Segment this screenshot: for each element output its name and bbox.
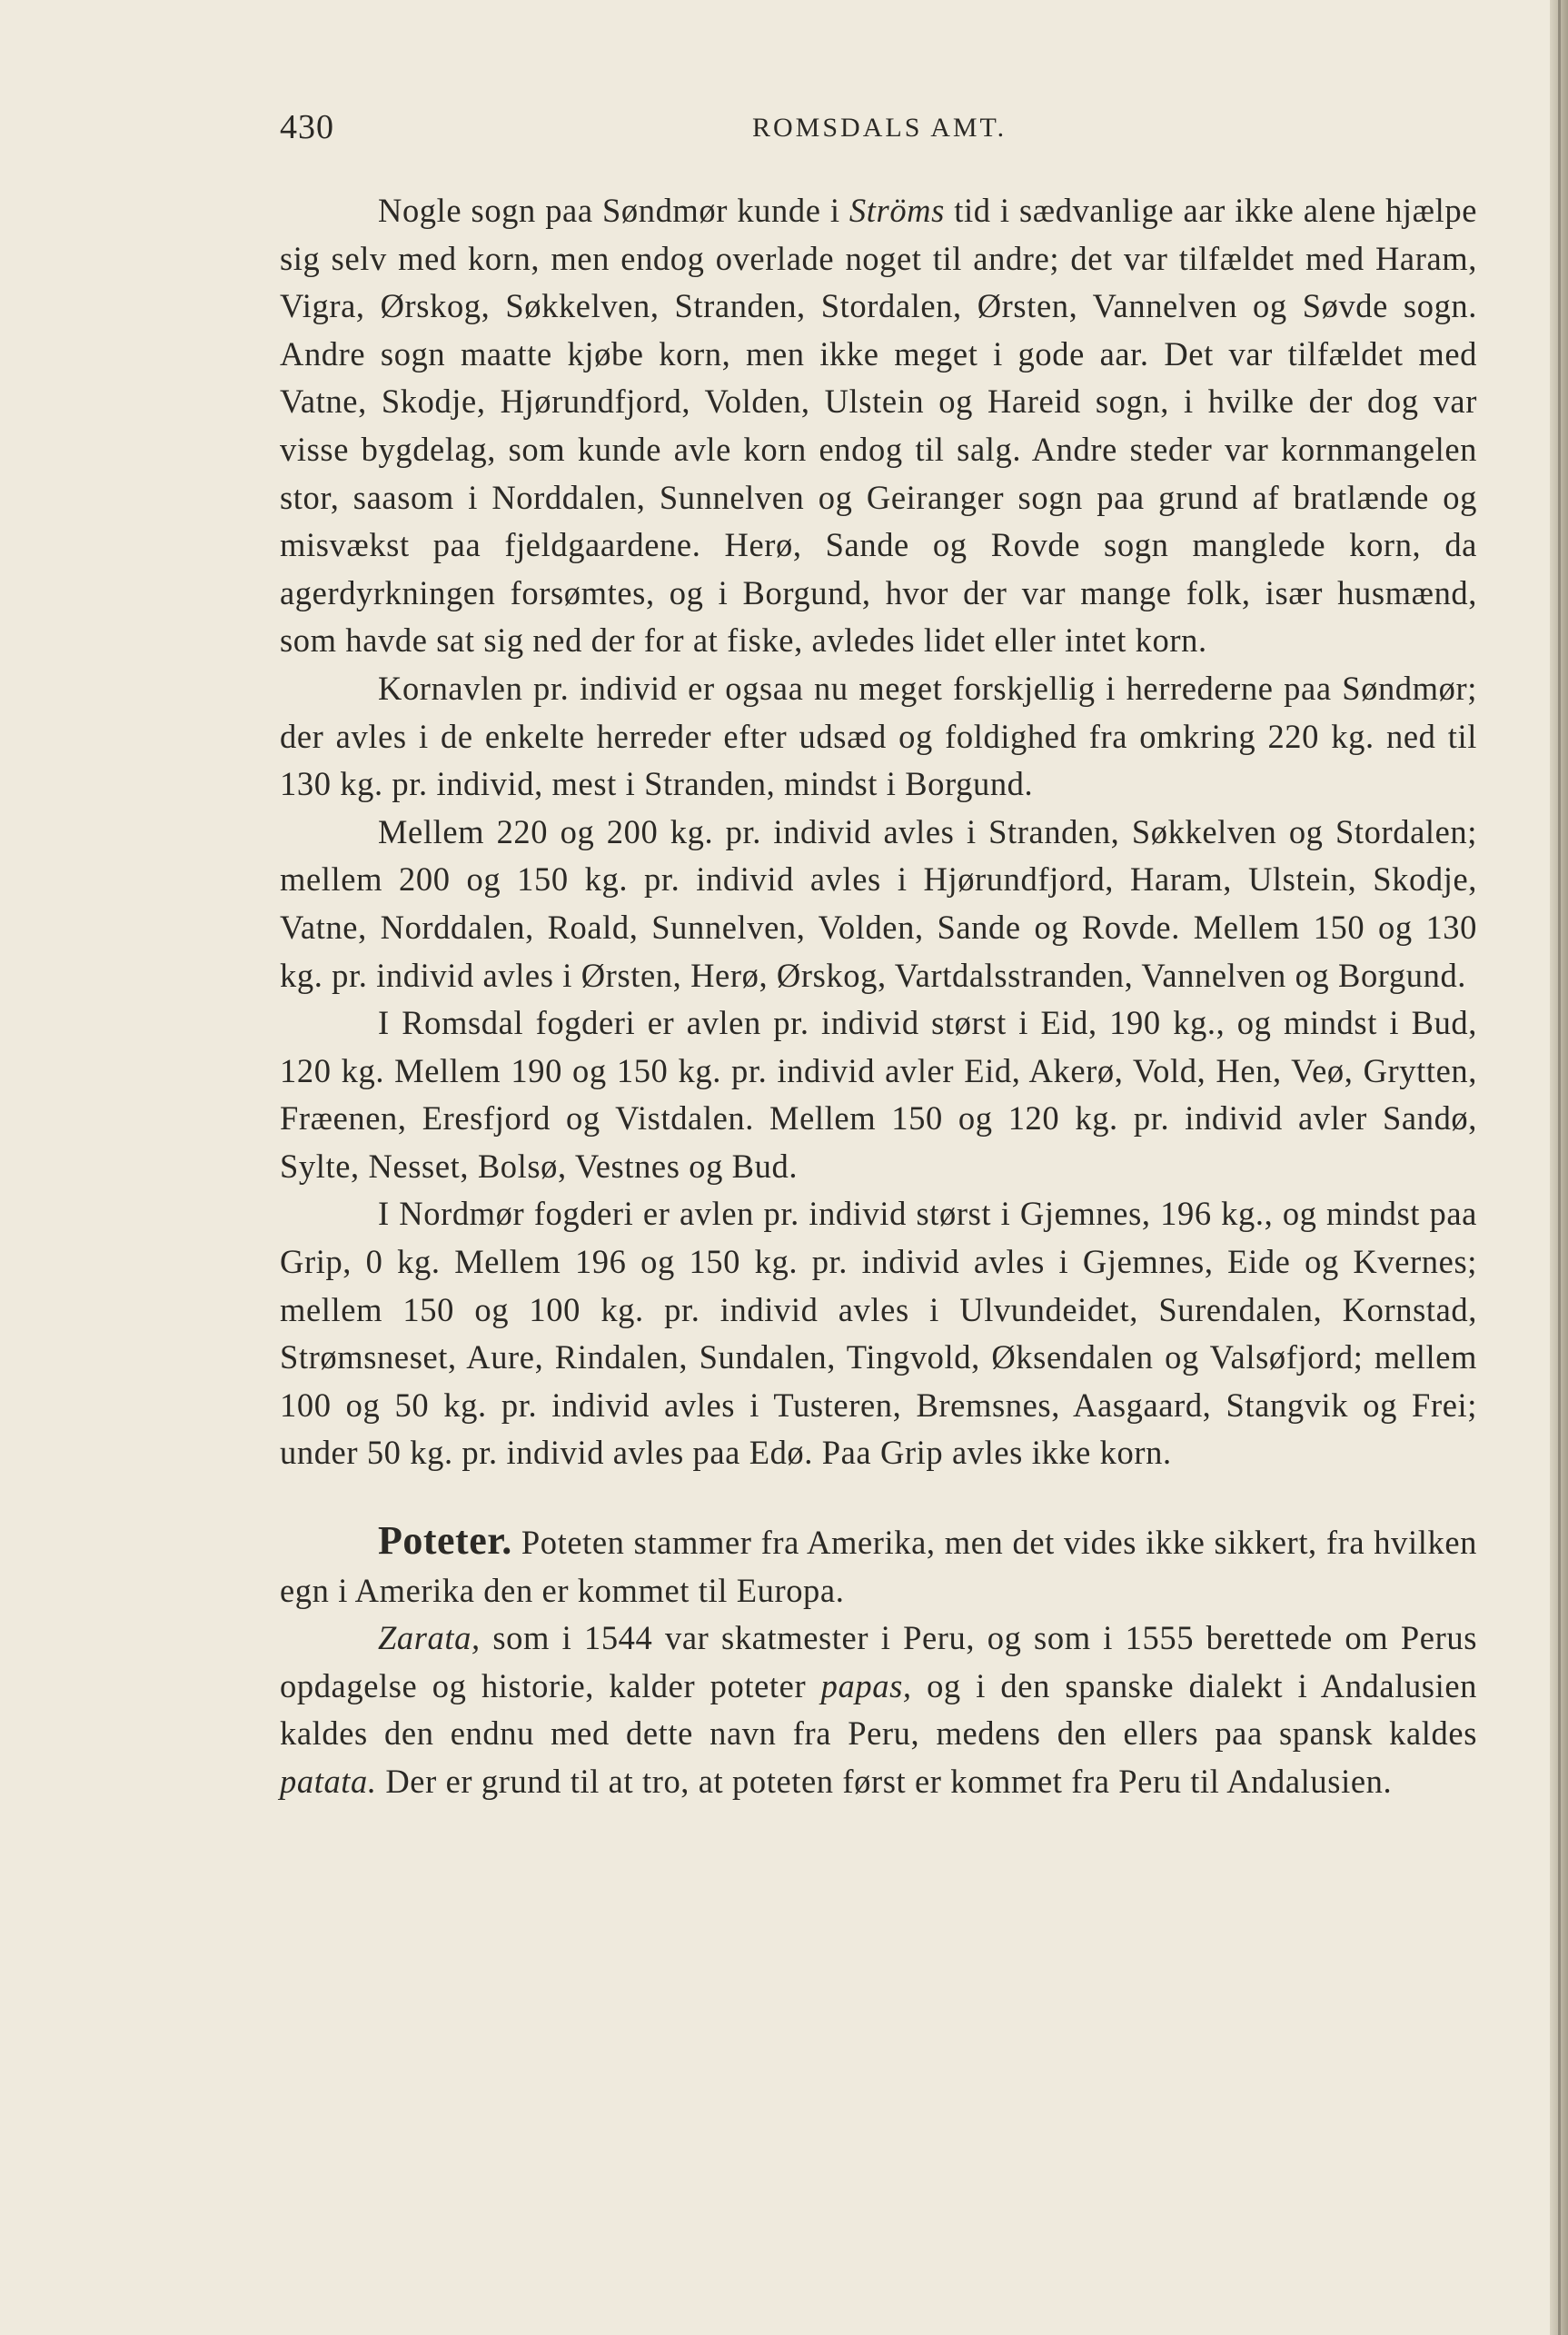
paragraph-6	[280, 1517, 1477, 1615]
paragraph-4: I Romsdal fogderi er avlen pr. individ størst i Eid, 190 kg., og mindst i Bud, 120 kg. Mellem 190 og 150 kg. pr. individ avler Eid, Akerø, Vold, Hen, Veø, Grytten, Fræenen, Eresfjord og Vistdalen. Mellem 150 og 120 kg. pr. individ avler Sandø, Sylte, Nesset, Bolsø, Vestnes og Bud.	[280, 1004, 1477, 1185]
running-head: ROMSDALS AMT.	[752, 113, 1007, 143]
body-text	[280, 187, 1477, 1806]
paragraph-1	[280, 187, 1477, 665]
italic-name: Ströms	[849, 192, 945, 229]
page-edge-line	[1558, 0, 1561, 2335]
page-header	[280, 107, 1479, 162]
text-span: Der er grund til at tro, at poteten først er kommet fra Peru til Andalusien.	[376, 1763, 1393, 1800]
section-title: Poteter.	[378, 1518, 512, 1564]
paragraph-7	[280, 1615, 1477, 1805]
italic-term: patata.	[280, 1763, 377, 1800]
text-span: tid i sædvanlige aar ikke alene hjælpe sig selv med korn, men endog overlade noget til andre; det var tilfældet med Haram, Vigra, Ørskog, Søkkelven, Stranden, Stordalen, Ørsten, Vannelven og Søvde sogn. Andre sogn maatte kjøbe korn, men ikke meget i gode aar. Det var tilfældet med Vatne, Skodje, Hjørundfjord, Volden, Ulstein og Hareid sogn, i hvilke der dog var visse bygdelag, som kunde avle korn endog til salg. Andre steder var kornmangelen stor, saasom i Norddalen, Sunnelven og Geiranger sogn paa grund af bratlænde og misvækst paa fjeldgaardene. Herø, Sande og Rovde sogn manglede korn, da agerdyrkningen forsømtes, og i Borgund, hvor der var mange folk, især husmænd, som havde sat sig ned der for at fiske, avledes lidet eller intet korn.	[280, 192, 1477, 660]
paragraph-5: I Nordmør fogderi er avlen pr. individ størst i Gjemnes, 196 kg., og mindst paa Grip, 0 kg. Mellem 196 og 150 kg. pr. individ avles i Gjemnes, Eide og Kvernes; mellem 150 og 100 kg. pr. individ avles i Ulvundeidet, Surendalen, Kornstad, Strømsneset, Aure, Rindalen, Sundalen, Tingvold, Øksendalen og Valsøfjord; mellem 100 og 50 kg. pr. individ avles i Tusteren, Bremsnes, Aasgaard, Stangvik og Frei; under 50 kg. pr. individ avles paa Edø. Paa Grip avles ikke korn.	[280, 1195, 1477, 1472]
italic-name: Zarata,	[378, 1619, 481, 1657]
text-span: og i den spanske dialekt i Andalusien kaldes den endnu med dette navn fra Peru, medens den ellers paa spansk kaldes	[280, 1666, 1477, 1753]
text-span: som i 1544 var skatmester i Peru, og som i 1555 berettede om Perus opdagelse og historie, kalder poteter	[280, 1619, 1477, 1704]
paragraph-3: Mellem 220 og 200 kg. pr. individ avles i Stranden, Søkkelven og Stordalen; mellem 200 og 150 kg. pr. individ avles i Hjørundfjord, Haram, Ulstein, Skodje, Vatne, Norddalen, Roald, Sunnelven, Volden, Sande og Rovde. Mellem 150 og 130 kg. pr. individ avles i Ørsten, Herø, Ørskog, Vartdalsstranden, Vannelven og Borgund.	[280, 812, 1477, 994]
page-number: 430	[280, 108, 334, 146]
italic-term: papas,	[820, 1666, 912, 1704]
text-span: Poteten stammer fra Amerika, men det vides ikke sikkert, fra hvilken egn i Amerika den er kommet til Europa.	[280, 1524, 1477, 1609]
text-span: Nogle sogn paa Søndmør kunde i	[378, 192, 849, 229]
paragraph-2: Kornavlen pr. individ er ogsaa nu meget forskjellig i herrederne paa Søndmør; der avles i de enkelte herreder efter udsæd og foldighed fra omkring 220 kg. ned til 130 kg. pr. individ, mest i Stranden, mindst i Borgund.	[280, 669, 1477, 803]
